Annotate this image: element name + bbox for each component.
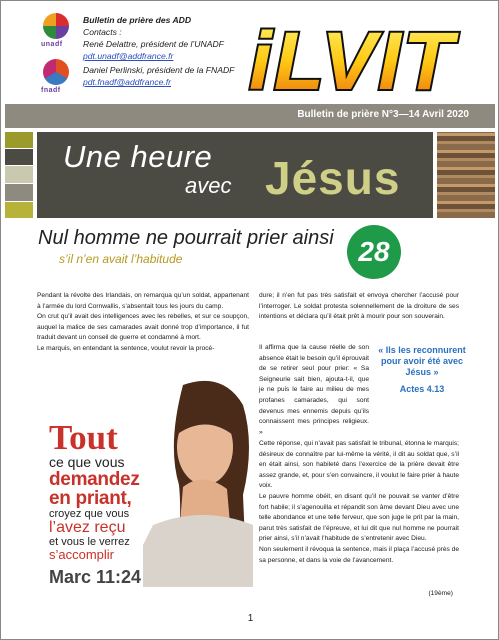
bulletin-name: Bulletin de prière des ADD bbox=[83, 15, 192, 25]
verse-line: croyez que vous bbox=[49, 508, 130, 520]
masthead-text: iLVIT bbox=[249, 16, 455, 103]
bulletin-bar bbox=[5, 104, 495, 128]
unadf-logo-caption: unadf bbox=[41, 41, 63, 48]
verse-line: s’accomplir bbox=[49, 547, 115, 562]
article-subtitle: s’il n’en avait l’habitude bbox=[59, 252, 183, 266]
page-number: 1 bbox=[247, 613, 254, 624]
ilvit-masthead-logo bbox=[223, 13, 481, 103]
signature: (19ème) bbox=[428, 590, 453, 597]
paragraph: Le pauvre homme obéit, en disant qu’il ne pouvait se vanter d’être fort habile; il s’agenouilla et répandit son âme devant Dieu avec une telle abondance et une telle ferveur, que son juge le prit par la main, parut très satisfait de l’épreuve, et lui dit que nul homme ne pourrait prier ainsi, s’il n’avait l’habitude de s’entretenir avec Dieu. bbox=[259, 492, 459, 543]
verse-graphic bbox=[49, 418, 161, 588]
left-column bbox=[37, 291, 249, 355]
quote-text: « Ils les reconnurent pour avoir été avec Jésus » bbox=[378, 345, 466, 377]
color-swatch bbox=[5, 202, 33, 218]
verse-line: Tout bbox=[49, 418, 118, 457]
color-swatch bbox=[5, 149, 33, 165]
banner-jesus: Jésus bbox=[265, 152, 401, 204]
email-link-unadf[interactable]: pdt.unadf@addfrance.fr bbox=[83, 51, 174, 61]
verse-line: ce que vous bbox=[49, 454, 125, 470]
email-link-fnadf[interactable]: pdt.fnadf@addfrance.fr bbox=[83, 77, 172, 87]
verse-line: l’avez reçu bbox=[49, 519, 126, 536]
color-swatch bbox=[5, 184, 33, 201]
paragraph: Cette réponse, qui n’avait pas satisfait le tribunal, étonna le marquis; désireux de connaître par lui-même la vérité, il dit au soldat que, s’il en était ainsi, son habileté dans l’exercice de la prière devait être assez grande, et, pour s’en convaincre, il voulut le faire prier à haute voix. bbox=[259, 440, 459, 490]
banner-une-heure: Une heure bbox=[63, 139, 213, 174]
verse-line: en priant, bbox=[49, 488, 132, 509]
color-swatch bbox=[5, 166, 33, 183]
unadf-logo bbox=[43, 13, 69, 39]
contacts-label: Contacts : bbox=[83, 27, 122, 37]
color-swatch bbox=[5, 132, 33, 148]
paragraph: dure; il n’en fut pas très satisfait et envoya chercher l’accusé pour l’interroger. Le soldat protesta solennellement de la droiture de ses intentions et déclara qu’il était prêt à mourir pour son souverain. bbox=[259, 292, 459, 321]
paragraph: Non seulement il révoqua la sentence, mais il plaça l’accusé près de sa personne, et dans la voie de l’avancement. bbox=[259, 545, 459, 564]
verse-line: et vous le verrez bbox=[49, 536, 130, 548]
paragraph: Pendant la révolte des Irlandais, on remarqua qu’un soldat, appartenant à l’armée du lord Cornwallis, s’absentait tous les jours du camp. bbox=[37, 292, 249, 310]
quote-reference: Actes 4.13 bbox=[399, 384, 445, 394]
fnadf-logo bbox=[43, 59, 69, 85]
paragraph: On crut qu’il avait des intelligences avec les rebelles, et sur ce soupçon, auquel la malice de ses camarades avait donné trop d’importance, il fut traduit devant un conseil de guerre et condamné à mort. bbox=[37, 313, 249, 342]
banner-avec: avec bbox=[185, 173, 232, 198]
verse-line: demandez bbox=[49, 469, 140, 490]
article-title: Nul homme ne pourrait prier ainsi bbox=[38, 227, 334, 249]
pull-quote bbox=[372, 345, 472, 394]
contact-unadf: René Delattre, président de l’UNADF bbox=[83, 39, 224, 49]
stone-wall-image bbox=[437, 132, 495, 218]
right-lower-text bbox=[259, 439, 459, 566]
paragraph: Il affirma que la cause réelle de son absence était le besoin qu’il éprouvait de se retirer seul pour prier: « Sa Seigneurie sait bien, ajouta-t-il, que je ne puis le faire au milieu de mes profanes camarades, qui sont devenus mes ennemis depuis qu’ils connaissent mes principes religieux. » bbox=[259, 344, 369, 436]
number-badge: 28 bbox=[347, 225, 401, 279]
contact-fnadf: Daniel Perlinski, président de la FNADF bbox=[83, 65, 235, 75]
paragraph: Le marquis, en entendant la sentence, voulut revoir la procé- bbox=[37, 344, 215, 352]
bulletin-number: Bulletin de prière N°3—14 Avril 2020 bbox=[297, 109, 469, 120]
fnadf-logo-caption: fnadf bbox=[41, 87, 61, 94]
verse-reference: Marc 11:24 bbox=[49, 567, 142, 587]
